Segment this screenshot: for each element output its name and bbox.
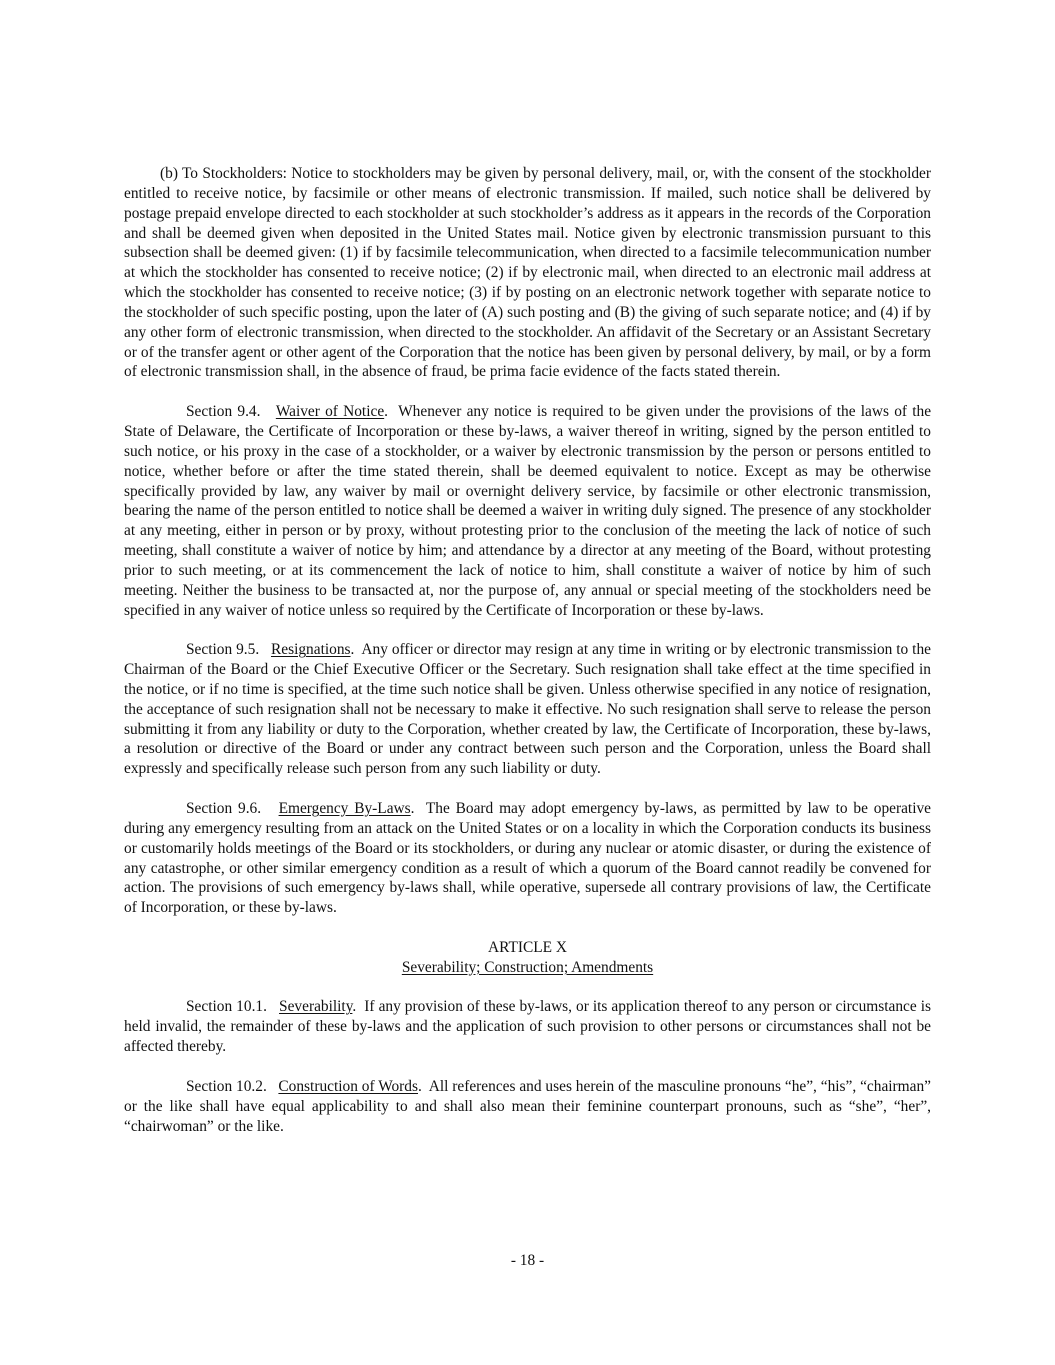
- section-title: Resignations: [271, 641, 351, 659]
- section-9-6: Section 9.6. Emergency By-Laws. The Board may adopt emergency by-laws, as permitted by law to be operative during any emergency resulting from an attack on the United States or on a locality in which the Corporation conducts its business or customarily holds meetings of the Board or its stockholders, or during any nuclear or atomic disaster, or during the existence of any catastrophe, or other similar emergency condition as a result of which a quorum of the Board cannot readily be convened for action. The provisions of such emergency by-laws shall, while operative, supersede all contrary provisions of law, the Certificate of Incorporation, or these by-laws.: [124, 800, 932, 917]
- section-title: Emergency By-Laws: [278, 800, 411, 817]
- section-number: Section 9.4.: [186, 403, 261, 421]
- article-subheading-text: Severability; Construction; Amendments: [401, 958, 654, 976]
- section-10-2: Section 10.2. Construction of Words. All references and uses herein of the masculine pronouns “he”, “his”, “chairman” or the like shall have equal applicability to and shall also mean their feminine counterpart pronouns, such as “she”, “her”, “chairwoman” or the like.: [124, 1077, 932, 1135]
- section-body: If any provision of these by-laws, or its application thereof to any person or circumstance is held invalid, the remainder of these by-laws and the application of such provision to other persons or circumstances shall not be affected thereby.: [124, 998, 932, 1056]
- section-body: All references and uses herein of the masculine pronouns “he”, “his”, “chairman” or the like shall have equal applicability to and shall also mean their feminine counterpart pronouns, such as “she”, “her”, “chairwoman” or the like.: [124, 1077, 932, 1135]
- section-number: Section 9.5.: [186, 641, 260, 659]
- section-9-4: Section 9.4. Waiver of Notice. Whenever any notice is required to be given under the provisions of the laws of the State of Delaware, the Certificate of Incorporation or these by-laws, a waiver thereof in writing, signed by the person entitled to such notice, or his proxy in the case of a stockholder, or a waiver by electronic transmission by the person or persons entitled to notice, whether before or after the time stated therein, shall be deemed equivalent to notice. Except as may be otherwise specifically provided by law, any waiver by mail or overnight delivery service, by facsimile or other electronic transmission, bearing the name of the person entitled to notice shall be deemed a waiver in writing duly signed. The presence of any stockholder at any meeting, either in person or by proxy, without protesting prior to the conclusion of the meeting the lack of notice of such meeting, shall constitute a waiver of notice by him; and attendance by a director at any meeting of the Board, without protesting prior to such meeting, or at its commencement the lack of notice to him, shall constitute a waiver of notice by him of such meeting. Neither the business to be transacted at, nor the purpose of, any annual or special meeting of the stockholders need be specified in any waiver of notice unless so required by the Certificate of Incorporation or these by-laws.: [124, 403, 932, 619]
- section-body: Any officer or director may resign at any time in writing or by electronic transmission to the Chairman of the Board or the Chief Executive Officer or the Secretary. Such resignation shall take effect at the time specified in the notice, or if no time is specified, at the time such notice shall be given. Unless otherwise specified in any notice of resignation, the acceptance of such resignation shall not be necessary to make it effective. No such resignation shall serve to release the person submitting it from any liability or duty to the Corporation, whether created by law, the Certificate of Incorporation, these by-laws, a resolution or directive of the Board or under any contract between such person and the Corporation, unless the Board shall expressly and specifically release such person from any such liability or duty.: [124, 641, 931, 778]
- section-title: Waiver of Notice: [275, 403, 385, 421]
- article-heading: ARTICLE X: [487, 938, 567, 956]
- section-9-5: Section 9.5. Resignations. Any officer or director may resign at any time in writing or by electronic transmission to the Chairman of the Board or the Chief Executive Officer or the Secretary. Such resignation shall take effect at the time specified in the notice, or if no time is specified, at the time such notice shall be given. Unless otherwise specified in any notice of resignation, the acceptance of such resignation shall not be necessary to make it effective. No such resignation shall serve to release the person submitting it from any liability or duty to the Corporation, whether created by law, the Certificate of Incorporation, these by-laws, a resolution or directive of the Board or under any contract between such person and the Corporation, unless the Board shall expressly and specifically release such person from any such liability or duty.: [124, 641, 931, 778]
- paragraph-to-stockholders: (b) To Stockholders: Notice to stockholders may be given by personal delivery, mail, or, with the consent of the stockholder entitled to receive notice, by facsimile or other means of electronic transmission. If mailed, such notice shall be delivered by postage prepaid envelope directed to each stockholder at such stockholder’s address as it appears in the records of the Corporation and shall be deemed given when deposited in the United States mail. Notice given by electronic transmission pursuant to this subsection shall be deemed given: (1) if by facsimile telecommunication, when directed to a facsimile telecommunication number at which the stockholder has consented to receive notice; (2) if by electronic mail, when directed to an electronic mail address at which the stockholder has consented to receive notice; (3) if by posting on an electronic network together with separate notice to the stockholder of such specific posting, upon the later of (A) such posting and (B) the giving of such separate notice; and (4) if by any other form of electronic transmission, when directed to the stockholder. An affidavit of the Secretary or an Assistant Secretary or of the transfer agent or other agent of the Corporation that the notice has been given by personal delivery, by mail, or by a form of electronic transmission shall, in the absence of fraud, be prima facie evidence of the facts stated therein.: [124, 165, 931, 381]
- section-number: Section 9.6.: [186, 800, 262, 817]
- page-content: [124, 164, 931, 1136]
- page-number: - 18 -: [510, 1252, 545, 1269]
- section-number: Section 10.1.: [186, 998, 267, 1016]
- article-subheading: [124, 958, 931, 978]
- section-title: Construction of Words: [278, 1077, 418, 1095]
- section-number: Section 10.2.: [186, 1077, 267, 1095]
- section-body: The Board may adopt emergency by-laws, as permitted by law to be operative during any emergency resulting from an attack on the United States or on a locality in which the Corporation conducts its business or customarily holds meetings of the Board or its stockholders, or during any nuclear or atomic disaster, or during the existence of any catastrophe, or other similar emergency condition as a result of which a quorum of the Board cannot readily be convened for action. The provisions of such emergency by-laws shall, while operative, supersede all contrary provisions of law, the Certificate of Incorporation, or these by-laws.: [124, 800, 932, 917]
- section-10-1: Section 10.1. Severability. If any provision of these by-laws, or its application thereof to any person or circumstance is held invalid, the remainder of these by-laws and the application of such provision to other persons or circumstances shall not be affected thereby.: [124, 998, 932, 1056]
- section-title: Severability: [279, 998, 353, 1016]
- section-body: Whenever any notice is required to be given under the provisions of the laws of the State of Delaware, the Certificate of Incorporation or these by-laws, a waiver thereof in writing, signed by the person entitled to such notice, or his proxy in the case of a stockholder, or a waiver by electronic transmission by the person or persons entitled to notice, whether before or after the time stated therein, shall be deemed equivalent to notice. Except as may be otherwise specifically provided by law, any waiver by mail or overnight delivery service, by facsimile or other electronic transmission, bearing the name of the person entitled to notice shall be deemed a waiver in writing duly signed. The presence of any stockholder at any meeting, either in person or by proxy, without protesting prior to the conclusion of the meeting the lack of notice of such meeting, shall constitute a waiver of notice by him; and attendance by a director at any meeting of the Board, without protesting prior to such meeting, or at its commencement the lack of notice to him, shall constitute a waiver of notice by him of such meeting. Neither the business to be transacted at, nor the purpose of, any annual or special meeting of the stockholders need be specified in any waiver of notice unless so required by the Certificate of Incorporation or these by-laws.: [124, 403, 932, 619]
